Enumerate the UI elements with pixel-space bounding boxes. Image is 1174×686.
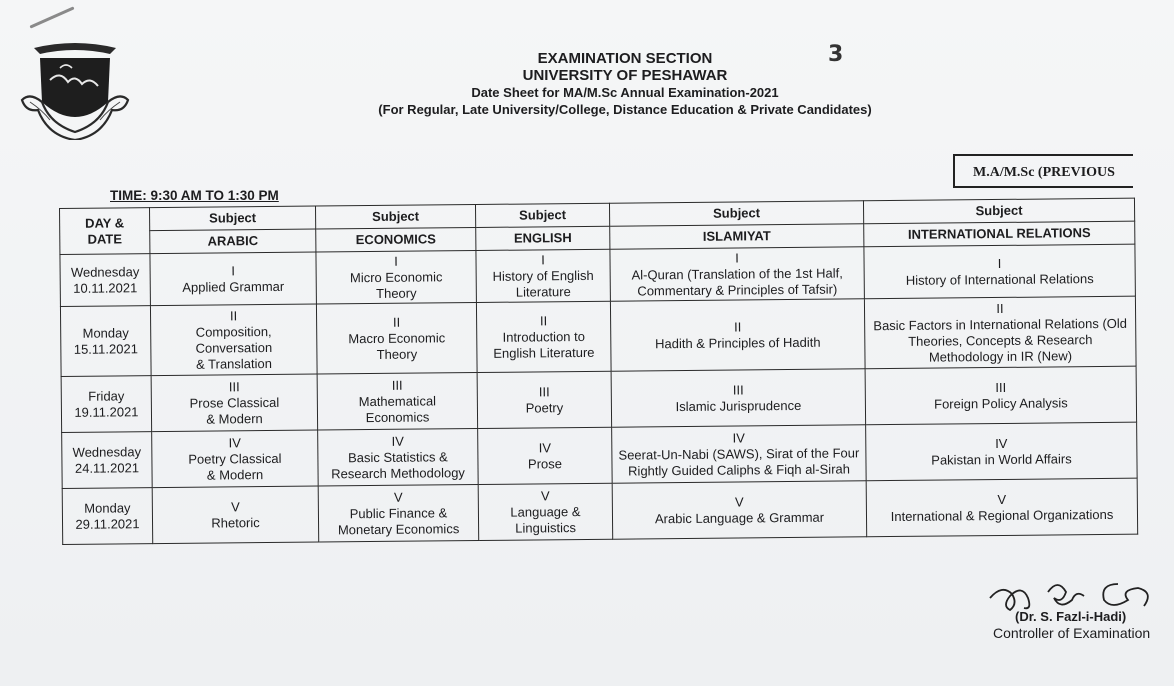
exam-date: 19.11.2021 [74, 403, 139, 420]
paper-title-line: & Modern [206, 466, 264, 483]
paper-cell [150, 304, 317, 376]
program-label: M.A/M.Sc (PREVIOUS [953, 154, 1133, 188]
paper-title-line: Micro Economic [349, 268, 443, 285]
paper-number: III [228, 378, 240, 394]
paper-number: II [996, 300, 1004, 316]
paper-cell [317, 372, 478, 430]
signatory-title: Controller of Examination [993, 625, 1151, 641]
page-number: 3 [828, 42, 844, 67]
document-title: Date Sheet for MA/M.Sc Annual Examination-2021 [471, 85, 779, 100]
pen-mark [29, 6, 74, 28]
paper-number: I [997, 255, 1002, 271]
paper-title-line: English Literature [493, 344, 595, 361]
paper-number: III [391, 377, 403, 393]
subject-english: ENGLISH [476, 226, 610, 250]
subject-arabic: ARABIC [150, 229, 316, 254]
paper-cell [478, 483, 613, 540]
paper-title-line: Language & [510, 503, 581, 520]
exam-day: Friday [88, 387, 125, 404]
paper-number: V [540, 487, 550, 503]
table-row [62, 422, 1137, 488]
paper-cell [476, 301, 611, 372]
exam-date: 24.11.2021 [74, 459, 140, 476]
paper-number: III [538, 383, 550, 399]
paper-number: V [997, 491, 1007, 507]
paper-cell [152, 430, 319, 488]
paper-cell [865, 366, 1137, 425]
paper-cell [610, 247, 864, 301]
paper-title-line: Prose Classical [189, 394, 280, 411]
paper-number: III [732, 381, 744, 398]
paper-cell [611, 369, 866, 427]
paper-number: IV [995, 435, 1008, 451]
paper-cell [477, 371, 612, 428]
university-name: UNIVERSITY OF PESHAWAR [522, 67, 728, 84]
paper-cell [318, 428, 479, 486]
table-row [62, 478, 1137, 544]
paper-title-line: Basic Factors in International Relations (Old [873, 315, 1128, 333]
paper-title-line: Commentary & Principles of Tafsir) [637, 281, 838, 298]
paper-title-line: Arabic Language & Grammar [654, 509, 825, 526]
paper-cell [612, 425, 867, 483]
paper-title-line: & Translation [195, 355, 273, 372]
paper-title-line: Al-Quran (Translation of the 1st Half, [631, 264, 843, 283]
paper-number: IV [538, 439, 552, 455]
paper-title-line: Mathematical [358, 392, 437, 409]
exam-day: Wednesday [70, 263, 140, 280]
subject-international-relations: INTERNATIONAL RELATIONS [864, 221, 1135, 247]
paper-title-line: Economics [365, 408, 430, 425]
paper-cell [864, 244, 1135, 299]
paper-number: II [733, 318, 742, 335]
paper-number: II [539, 312, 548, 328]
paper-cell [610, 299, 865, 371]
paper-cell [866, 478, 1138, 537]
paper-title-line: Poetry Classical [188, 450, 282, 467]
paper-title-line: Theory [376, 346, 418, 362]
paper-title-line: Foreign Policy Analysis [934, 394, 1068, 412]
date-sheet-table [59, 198, 1138, 545]
date-sheet-table-wrapper [59, 198, 1142, 545]
paper-number: I [231, 262, 235, 278]
day-header-line: DAY & [85, 214, 125, 231]
paper-cell [316, 250, 476, 304]
paper-title-line: Methodology in IR (New) [928, 347, 1073, 365]
paper-title-line: Islamic Jurisprudence [675, 397, 802, 414]
exam-day: Monday [82, 324, 129, 341]
paper-title-line: & Modern [206, 410, 263, 427]
paper-number: V [734, 493, 744, 510]
table-row [60, 296, 1136, 376]
exam-day: Wednesday [72, 443, 142, 460]
paper-number: I [541, 251, 545, 267]
subject-economics: ECONOMICS [316, 228, 476, 253]
paper-title-line: Hadith & Principles of Hadith [655, 334, 821, 351]
paper-title-line: Theories, Concepts & Research [908, 331, 1093, 349]
paper-cell [866, 422, 1138, 481]
exam-date: 15.11.2021 [73, 340, 138, 357]
paper-number: V [230, 498, 240, 514]
paper-cell [612, 481, 867, 539]
paper-number: I [735, 249, 739, 266]
paper-number: II [392, 314, 401, 330]
subject-header: Subject [150, 206, 316, 231]
paper-cell [864, 296, 1136, 369]
date-header-line: DATE [87, 230, 123, 247]
exam-date: 29.11.2021 [75, 515, 140, 532]
paper-title-line: Macro Economic [348, 329, 446, 346]
paper-cell [318, 484, 479, 542]
day-date-cell [62, 432, 153, 489]
paper-cell [150, 252, 316, 306]
university-seal-icon [20, 40, 130, 140]
paper-cell [316, 302, 477, 374]
paper-title-line: Basic Statistics & [347, 448, 448, 465]
signatory-name: (Dr. S. Fazl-i-Hadi) [1015, 609, 1127, 624]
paper-cell [476, 249, 610, 302]
day-date-cell [60, 306, 151, 377]
document-subtitle: (For Regular, Late University/College, Distance Education & Private Candidates) [378, 102, 872, 117]
subject-islamiyat: ISLAMIYAT [610, 224, 864, 249]
subject-header: Subject [863, 198, 1134, 224]
paper-cell [478, 427, 613, 484]
paper-number: II [229, 307, 238, 323]
paper-number: IV [391, 433, 404, 449]
paper-title-line: International & Regional Organizations [890, 506, 1114, 524]
table-row [61, 366, 1136, 432]
paper-title-line: Seerat-Un-Nabi (SAWS), Sirat of the Four [618, 444, 860, 463]
paper-cell [152, 486, 319, 544]
paper-title-line: Composition, [195, 323, 272, 340]
day-date-header [60, 208, 150, 255]
paper-title-line: Prose [527, 455, 563, 472]
paper-title-line: Research Methodology [331, 464, 465, 481]
paper-title-line: Linguistics [515, 519, 577, 536]
exam-time: TIME: 9:30 AM TO 1:30 PM [110, 188, 279, 203]
exam-day: Monday [84, 499, 131, 516]
paper-number: IV [732, 429, 745, 446]
paper-cell [151, 374, 318, 432]
paper-title-line: Applied Grammar [182, 278, 285, 295]
paper-title-line: Monetary Economics [337, 520, 460, 537]
paper-title-line: History of International Relations [905, 270, 1094, 288]
exam-date: 10.11.2021 [73, 279, 138, 296]
paper-title-line: Rightly Guided Caliphs & Fiqh al-Sirah [628, 460, 851, 479]
paper-title-line: Poetry [525, 399, 564, 416]
day-date-cell [61, 376, 152, 433]
day-date-cell [60, 254, 150, 307]
paper-title-line: Theory [376, 285, 417, 301]
paper-number: IV [228, 434, 241, 450]
paper-title-line: Conversation [195, 339, 273, 356]
paper-title-line: Rhetoric [211, 514, 260, 531]
paper-number: I [394, 253, 398, 269]
paper-number: III [995, 379, 1007, 395]
paper-title-line: Literature [515, 283, 571, 300]
document-header [330, 50, 920, 118]
paper-title-line: Pakistan in World Affairs [931, 450, 1072, 468]
section-name: EXAMINATION SECTION [537, 50, 713, 67]
schedule-body [60, 244, 1138, 544]
paper-title-line: Public Finance & [349, 504, 448, 521]
paper-number: V [393, 489, 403, 505]
subject-header: Subject [315, 205, 475, 230]
day-date-cell [62, 488, 153, 545]
paper-title-line: History of English [492, 267, 594, 284]
subject-header: Subject [475, 203, 609, 227]
paper-title-line: Introduction to [502, 328, 586, 345]
subject-header: Subject [609, 201, 863, 226]
